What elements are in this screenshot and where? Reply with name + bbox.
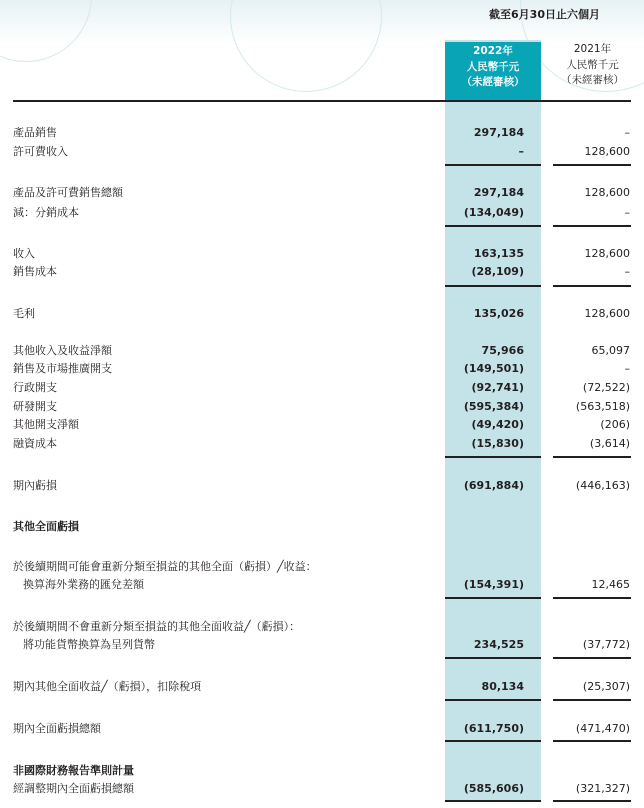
current-value: 297,184: [473, 126, 524, 139]
current-value: 297,184: [473, 186, 524, 199]
prior-value: (206): [600, 418, 630, 431]
row-label: 期內虧損: [13, 479, 57, 492]
prior-column-header: [541, 42, 644, 89]
current-column-header: [445, 42, 541, 102]
section-heading: 其他全面虧損: [13, 520, 79, 533]
decorative-circle: [0, 0, 92, 62]
row-label: 其他收入及收益淨額: [13, 344, 112, 357]
row-label: 銷售及市場推廣開支: [13, 362, 112, 375]
current-value: (15,830): [471, 437, 524, 450]
prior-value: –: [624, 206, 630, 219]
prior-value: (3,614): [589, 437, 630, 450]
prior-value: 128,600: [584, 307, 630, 320]
total-rule: [553, 800, 631, 802]
table-row: [0, 342, 644, 360]
prior-value: 128,600: [584, 186, 630, 199]
row-label: 研發開支: [13, 400, 57, 413]
subtotal-rule: [445, 285, 541, 287]
row-label: 減：分銷成本: [13, 206, 79, 219]
subtotal-rule: [553, 456, 631, 458]
row-label: 於後續期間可能會重新分類至損益的其他全面（虧損）╱收益：: [13, 560, 317, 573]
subtotal-rule: [553, 285, 631, 287]
subtotal-rule: [445, 456, 541, 458]
subtotal-rule: [445, 657, 541, 659]
decorative-circle: [230, 0, 382, 92]
table-row: [0, 678, 644, 696]
current-value: (611,750): [463, 722, 524, 735]
subtotal-rule: [445, 225, 541, 227]
row-label: 收入: [13, 247, 35, 260]
prior-value: 65,097: [591, 344, 630, 357]
row-label: 經調整期內全面虧損總額: [13, 782, 134, 795]
row-label: 將功能貨幣換算為呈列貨幣: [23, 638, 155, 651]
prior-value: –: [624, 362, 630, 375]
table-row: [0, 184, 644, 202]
current-currency: 人民幣千元: [466, 60, 520, 73]
prior-value: –: [624, 126, 630, 139]
total-rule: [445, 740, 541, 742]
prior-value: (446,163): [575, 479, 630, 492]
current-value: 234,525: [473, 638, 524, 651]
subtotal-rule: [445, 699, 541, 701]
section-heading-row: [0, 762, 644, 780]
prior-value: 12,465: [591, 578, 630, 591]
current-value: (92,741): [471, 381, 524, 394]
table-row: [0, 245, 644, 263]
prior-year: 2021年: [573, 43, 612, 55]
table-row: [0, 305, 644, 323]
table-row: [0, 618, 644, 636]
prior-value: (37,772): [582, 638, 630, 651]
header-rule: [13, 100, 631, 102]
current-value: (154,391): [463, 578, 524, 591]
current-value: 135,026: [473, 307, 524, 320]
current-value: (691,884): [463, 479, 524, 492]
prior-value: (72,522): [582, 381, 630, 394]
row-label: 毛利: [13, 307, 35, 320]
prior-value: 128,600: [584, 247, 630, 260]
row-label: 銷售成本: [13, 265, 57, 278]
period-heading: 截至6月30日止六個月: [489, 8, 600, 21]
row-label: 許可費收入: [13, 145, 68, 158]
current-audit-note: （未經審核）: [461, 76, 525, 88]
current-value: (134,049): [463, 206, 524, 219]
current-value: (585,606): [463, 782, 524, 795]
row-label: 融資成本: [13, 437, 57, 450]
current-value: 80,134: [481, 680, 524, 693]
current-value: (595,384): [463, 400, 524, 413]
table-row: [0, 558, 644, 576]
current-value: (28,109): [471, 265, 524, 278]
subtotal-rule: [445, 164, 541, 166]
table-row: [0, 360, 644, 378]
subtotal-rule: [553, 657, 631, 659]
table-row: [0, 780, 644, 798]
current-value: 163,135: [473, 247, 524, 260]
current-value: (49,420): [471, 418, 524, 431]
table-row: [0, 636, 644, 654]
current-value: –: [518, 145, 524, 158]
table-row: [0, 143, 644, 161]
row-label: 期內其他全面收益╱（虧損），扣除稅項: [13, 680, 202, 693]
prior-audit-note: （未經審核）: [561, 74, 624, 86]
table-row: [0, 124, 644, 142]
total-rule: [445, 800, 541, 802]
subtotal-rule: [445, 597, 541, 599]
prior-value: (321,327): [575, 782, 630, 795]
table-row: [0, 263, 644, 281]
table-row: [0, 477, 644, 495]
prior-value: –: [624, 265, 630, 278]
current-value: 75,966: [481, 344, 524, 357]
subtotal-rule: [553, 164, 631, 166]
row-label: 行政開支: [13, 381, 57, 394]
table-row: [0, 204, 644, 222]
table-row: [0, 379, 644, 397]
row-label: 換算海外業務的匯兌差額: [23, 578, 144, 591]
table-row: [0, 398, 644, 416]
prior-value: 128,600: [584, 145, 630, 158]
current-value: (149,501): [463, 362, 524, 375]
total-rule: [553, 740, 631, 742]
section-heading-row: [0, 518, 644, 536]
subtotal-rule: [553, 699, 631, 701]
table-row: [0, 435, 644, 453]
table-row: [0, 416, 644, 434]
row-label: 期內全面虧損總額: [13, 722, 101, 735]
row-label: 產品銷售: [13, 126, 57, 139]
prior-value: (471,470): [575, 722, 630, 735]
row-label: 其他開支淨額: [13, 418, 79, 431]
prior-value: (25,307): [582, 680, 630, 693]
section-heading: 非國際財務報告準則計量: [13, 764, 134, 777]
subtotal-rule: [553, 597, 631, 599]
prior-value: (563,518): [575, 400, 630, 413]
prior-currency: 人民幣千元: [566, 58, 619, 71]
subtotal-rule: [553, 225, 631, 227]
table-row: [0, 720, 644, 738]
row-label: 產品及許可費銷售總額: [13, 186, 123, 199]
table-row: [0, 576, 644, 594]
row-label: 於後續期間不會重新分類至損益的其他全面收益╱（虧損）：: [13, 620, 301, 633]
current-year: 2022年: [473, 45, 513, 57]
